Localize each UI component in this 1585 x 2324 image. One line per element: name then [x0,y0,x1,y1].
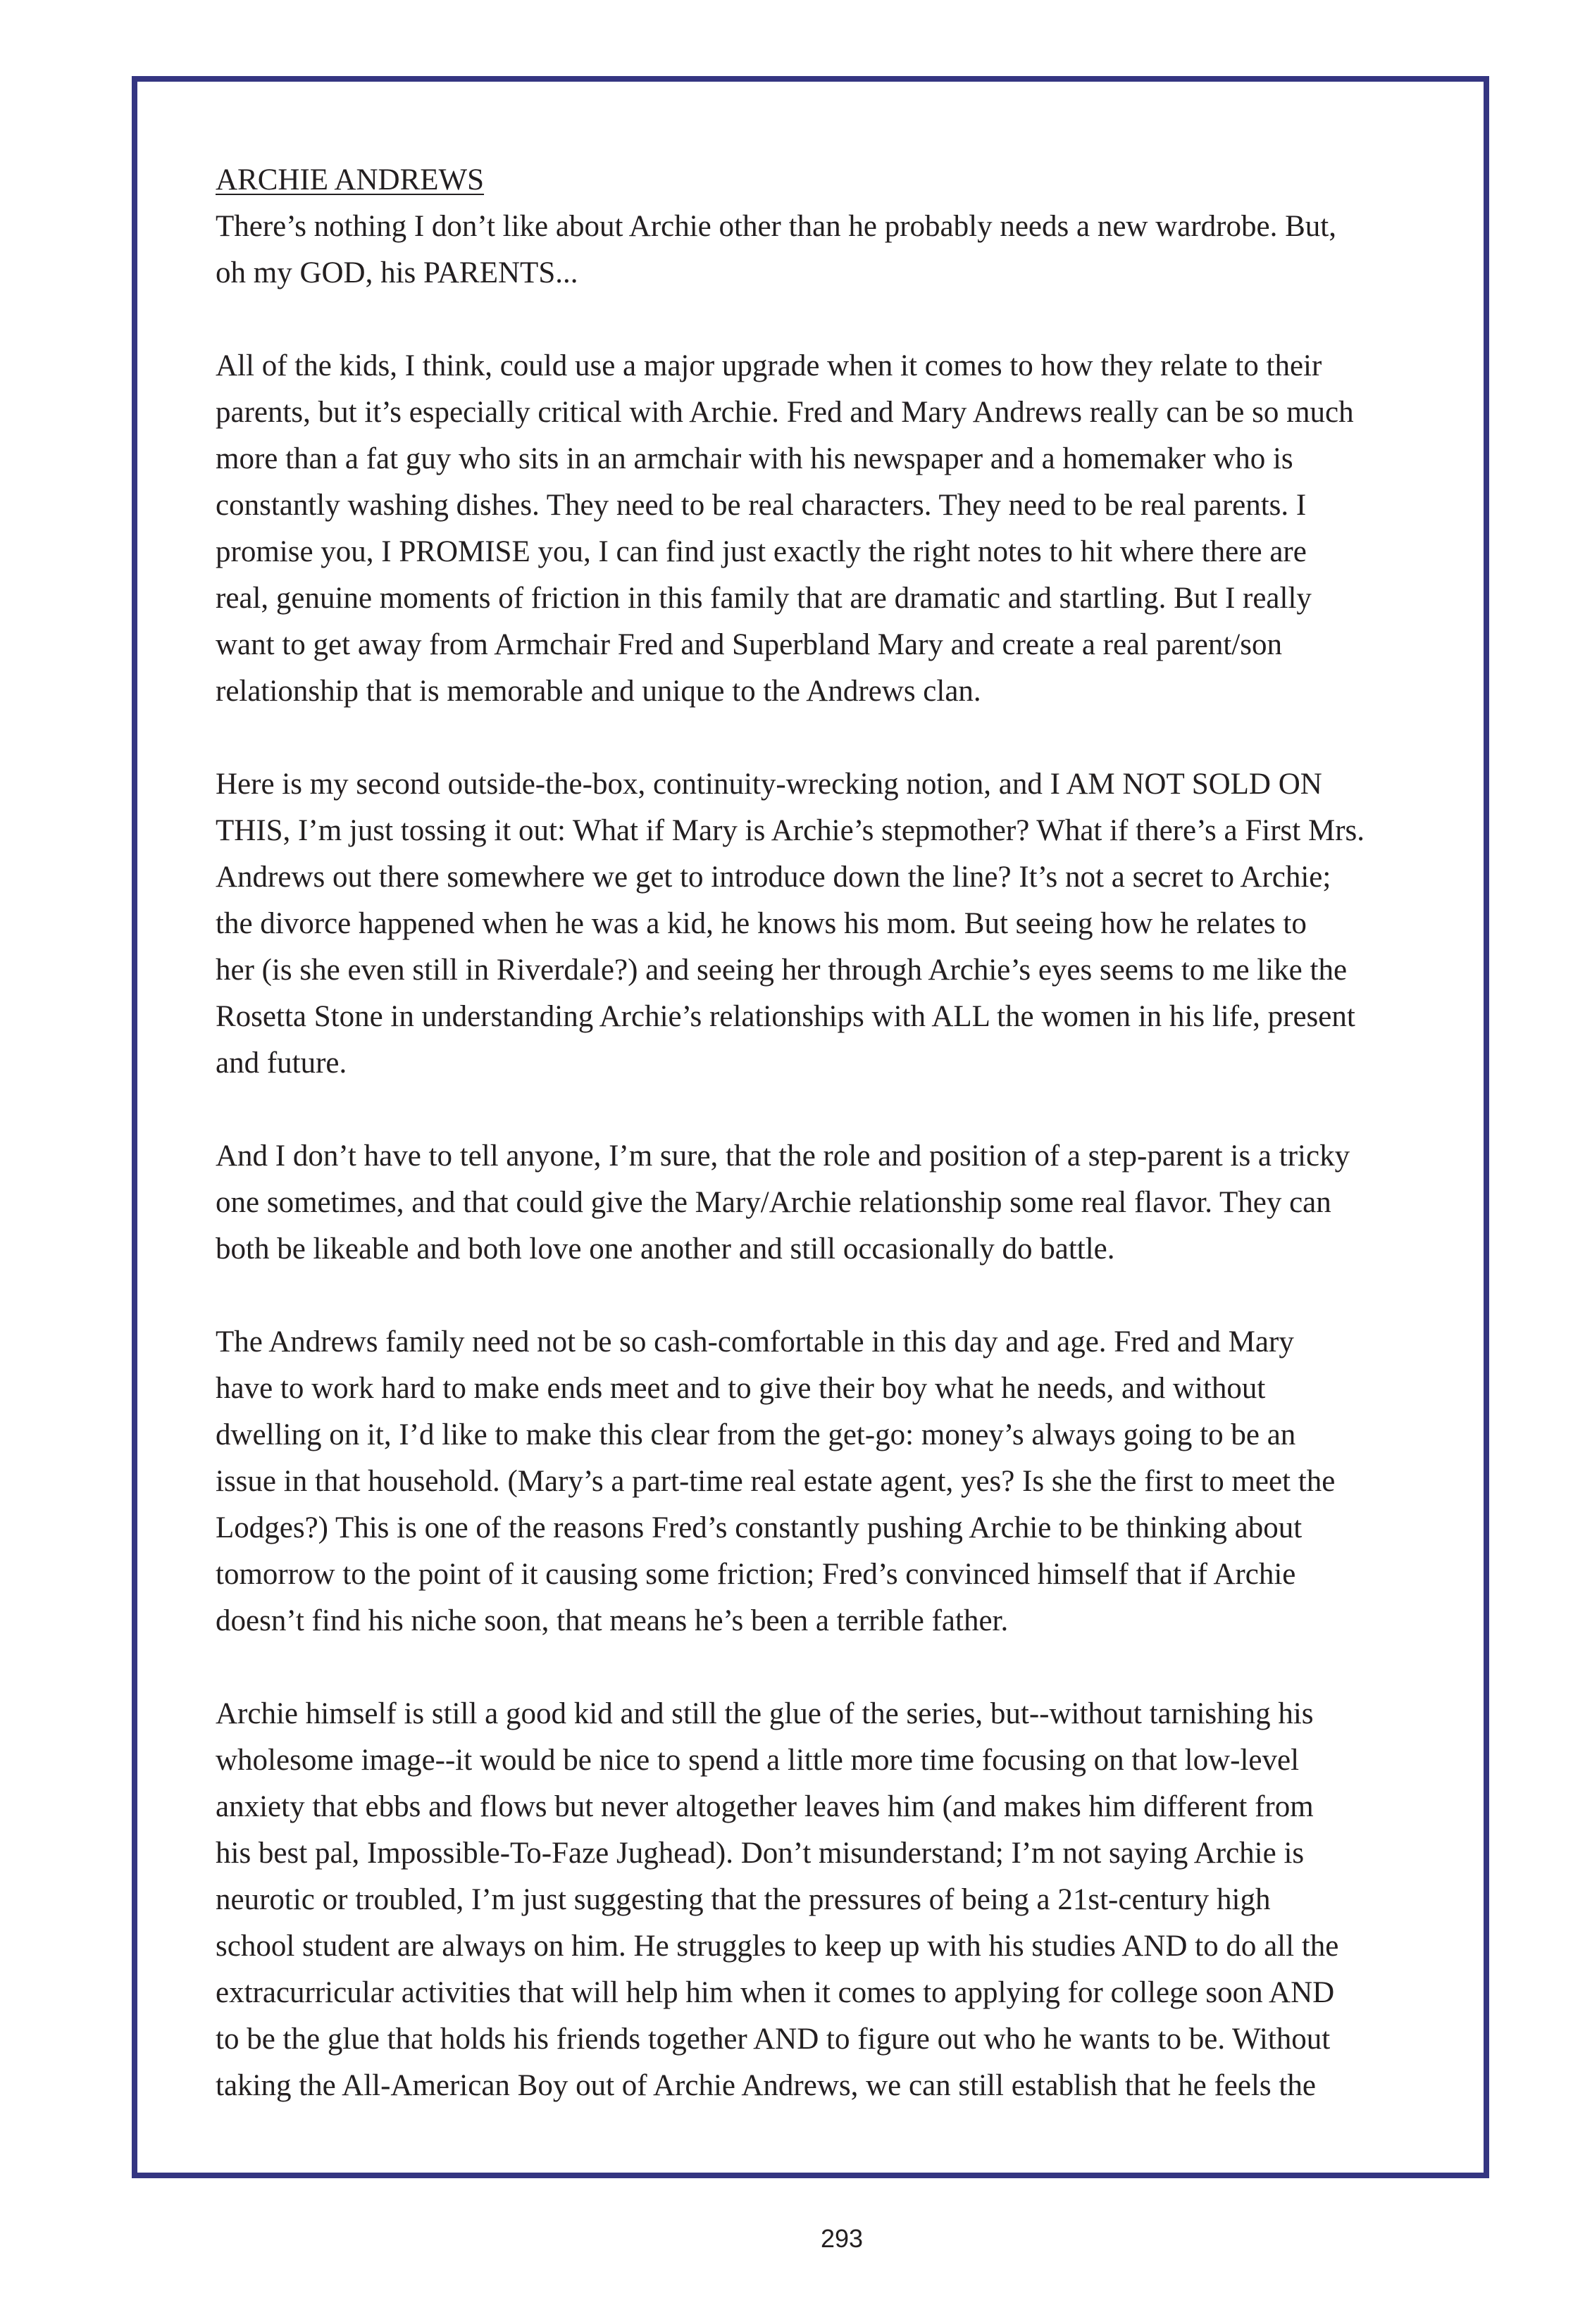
paragraph [216,1319,1365,1644]
text-line: neurotic or troubled, I’m just suggesting that the pressures of being a 21st-century high [216,1883,1271,1916]
paragraphs [216,204,1365,2109]
text-line: constantly washing dishes. They need to be real characters. They need to be real parents. I [216,489,1307,522]
text-line: school student are always on him. He struggles to keep up with his studies AND to do all the [216,1930,1339,1963]
text-line: All of the kids, I think, could use a major upgrade when it comes to how they relate to their [216,349,1322,382]
text-line: Rosetta Stone in understanding Archie’s relationships with ALL the women in his life, present [216,1000,1355,1033]
text-line: And I don’t have to tell anyone, I’m sure, that the role and position of a step-parent is a tricky [216,1139,1350,1173]
text-line: Lodges?) This is one of the reasons Fred’s constantly pushing Archie to be thinking about [216,1511,1303,1544]
text-line: anxiety that ebbs and flows but never altogether leaves him (and makes him different from [216,1790,1314,1823]
text-line: issue in that household. (Mary’s a part-time real estate agent, yes? Is she the first to meet the [216,1465,1336,1498]
text-line: promise you, I PROMISE you, I can find just exactly the right notes to hit where there are [216,535,1307,568]
text-line: doesn’t find his niche soon, that means he’s been a terrible father. [216,1604,1009,1637]
paragraph [216,204,1365,296]
paragraph [216,343,1365,715]
text-line: THIS, I’m just tossing it out: What if Mary is Archie’s stepmother? What if there’s a First Mrs. [216,814,1365,847]
text-line: both be likeable and both love one another and still occasionally do battle. [216,1232,1115,1266]
text-line: and future. [216,1047,347,1080]
paragraph [216,761,1365,1087]
text-line: Here is my second outside-the-box, continuity-wrecking notion, and I AM NOT SOLD ON [216,768,1322,801]
text-line: one sometimes, and that could give the Mary/Archie relationship some real flavor. They can [216,1186,1331,1219]
paragraph [216,1133,1365,1273]
text-line: relationship that is memorable and unique to the Andrews clan. [216,675,981,708]
page-number: 293 [820,2224,864,2253]
text-line: her (is she even still in Riverdale?) and seeing her through Archie’s eyes seems to me like the [216,954,1348,987]
text-line: have to work hard to make ends meet and to give their boy what he needs, and without [216,1372,1266,1405]
text-line: There’s nothing I don’t like about Archie other than he probably needs a new wardrobe. But, [216,210,1336,243]
text-line: extracurricular activities that will help him when it comes to applying for college soon AND [216,1976,1335,2009]
section-title: ARCHIE ANDREWS [216,163,485,196]
text-line: oh my GOD, his PARENTS... [216,256,578,289]
text-line: real, genuine moments of friction in this family that are dramatic and startling. But I really [216,582,1312,615]
text-line: The Andrews family need not be so cash-comfortable in this day and age. Fred and Mary [216,1325,1294,1358]
text-line: tomorrow to the point of it causing some friction; Fred’s convinced himself that if Archie [216,1558,1296,1591]
text-line: want to get away from Armchair Fred and Superbland Mary and create a real parent/son [216,628,1282,661]
document-body [216,157,1365,2109]
text-line: parents, but it’s especially critical with Archie. Fred and Mary Andrews really can be so much [216,396,1354,429]
paragraph [216,1691,1365,2109]
text-line: more than a fat guy who sits in an armchair with his newspaper and a homemaker who is [216,442,1293,475]
text-line: his best pal, Impossible-To-Faze Jughead). Don’t misunderstand; I’m not saying Archie is [216,1837,1305,1870]
text-line: Andrews out there somewhere we get to introduce down the line? It’s not a secret to Archie; [216,861,1331,894]
text-line: Archie himself is still a good kid and still the glue of the series, but--without tarnishing his [216,1697,1314,1730]
text-line: wholesome image--it would be nice to spend a little more time focusing on that low-level [216,1744,1300,1777]
text-line: to be the glue that holds his friends together AND to figure out who he wants to be. Without [216,2023,1331,2056]
text-line: the divorce happened when he was a kid, he knows his mom. But seeing how he relates to [216,907,1307,940]
text-line: taking the All-American Boy out of Archie Andrews, we can still establish that he feels the [216,2069,1316,2102]
text-line: dwelling on it, I’d like to make this clear from the get-go: money’s always going to be an [216,1418,1296,1451]
